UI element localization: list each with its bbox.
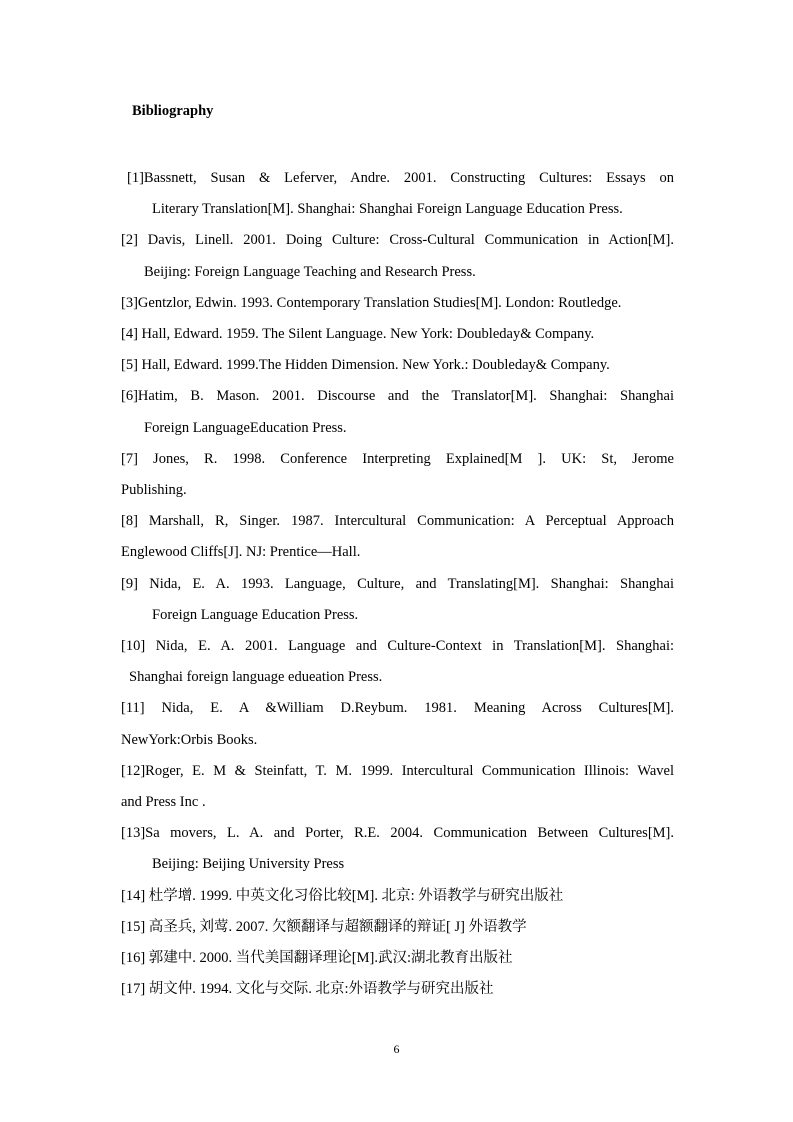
reference-line: [9] Nida, E. A. 1993. Language, Culture, and Translating[M]. Shanghai: Shanghai bbox=[121, 575, 674, 592]
reference-line: [15] 高圣兵, 刘莺. 2007. 欠额翻译与超额翻译的辩证[ J] 外语教学 bbox=[121, 918, 527, 935]
reference-continuation: Foreign LanguageEducation Press. bbox=[144, 419, 347, 436]
reference-list bbox=[121, 163, 674, 1005]
page-number: 6 bbox=[393, 1042, 400, 1056]
reference-continuation: NewYork:Orbis Books. bbox=[121, 731, 258, 748]
reference-line: [2] Davis, Linell. 2001. Doing Culture: Cross-Cultural Communication in Action[M]. bbox=[121, 232, 674, 249]
reference-item bbox=[121, 756, 674, 818]
reference-continuation: Literary Translation[M]. Shanghai: Shanghai Foreign Language Education Press. bbox=[152, 201, 623, 218]
reference-line: [13]Sa movers, L. A. and Porter, R.E. 2004. Communication Between Cultures[M]. bbox=[121, 825, 674, 842]
reference-item bbox=[121, 974, 674, 1005]
reference-item bbox=[121, 943, 674, 974]
reference-line: [17] 胡文仲. 1994. 文化与交际. 北京:外语教学与研究出版社 bbox=[121, 981, 494, 998]
reference-item bbox=[121, 506, 674, 568]
reference-line: [12]Roger, E. M & Steinfatt, T. M. 1999. Intercultural Communication Illinois: Wavel bbox=[121, 762, 674, 779]
reference-continuation: Foreign Language Education Press. bbox=[152, 606, 359, 623]
reference-item bbox=[121, 350, 674, 381]
reference-line: [6]Hatim, B. Mason. 2001. Discourse and the Translator[M]. Shanghai: Shanghai bbox=[121, 388, 674, 405]
reference-item bbox=[121, 381, 674, 443]
reference-continuation: Shanghai foreign language edueation Press. bbox=[129, 669, 383, 686]
reference-item bbox=[121, 163, 674, 225]
reference-item bbox=[121, 444, 674, 506]
reference-continuation: Beijing: Foreign Language Teaching and Research Press. bbox=[144, 263, 476, 280]
reference-line: [4] Hall, Edward. 1959. The Silent Language. New York: Doubleday& Company. bbox=[121, 326, 595, 343]
reference-continuation: Publishing. bbox=[121, 482, 187, 499]
reference-line: [10] Nida, E. A. 2001. Language and Culture-Context in Translation[M]. Shanghai: bbox=[121, 638, 674, 655]
reference-continuation: Englewood Cliffs[J]. NJ: Prentice—Hall. bbox=[121, 544, 361, 561]
bibliography-heading: Bibliography bbox=[132, 103, 214, 119]
reference-item bbox=[121, 693, 674, 755]
reference-item bbox=[121, 912, 674, 943]
reference-continuation: Beijing: Beijing University Press bbox=[152, 856, 345, 873]
reference-continuation: and Press Inc . bbox=[121, 794, 206, 811]
reference-line: [3]Gentzlor, Edwin. 1993. Contemporary Translation Studies[M]. London: Routledge. bbox=[121, 294, 622, 311]
reference-line: [1]Bassnett, Susan & Leferver, Andre. 2001. Constructing Cultures: Essays on bbox=[127, 170, 674, 186]
reference-item bbox=[121, 225, 674, 287]
reference-item bbox=[121, 818, 674, 880]
reference-item bbox=[121, 631, 674, 693]
reference-item bbox=[121, 319, 674, 350]
reference-line: [8] Marshall, R, Singer. 1987. Intercultural Communication: A Perceptual Approach bbox=[121, 513, 674, 530]
reference-line: [16] 郭建中. 2000. 当代美国翻译理论[M].武汉:湖北教育出版社 bbox=[121, 950, 513, 967]
reference-item bbox=[121, 288, 674, 319]
reference-line: [14] 杜学增. 1999. 中英文化习俗比较[M]. 北京: 外语教学与研究出版社 bbox=[121, 887, 564, 904]
reference-item bbox=[121, 569, 674, 631]
reference-line: [5] Hall, Edward. 1999.The Hidden Dimension. New York.: Doubleday& Company. bbox=[121, 357, 610, 374]
reference-line: [11] Nida, E. A &William D.Reybum. 1981. Meaning Across Cultures[M]. bbox=[121, 700, 674, 717]
reference-item bbox=[121, 881, 674, 912]
reference-line: [7] Jones, R. 1998. Conference Interpreting Explained[M ]. UK: St, Jerome bbox=[121, 450, 674, 467]
